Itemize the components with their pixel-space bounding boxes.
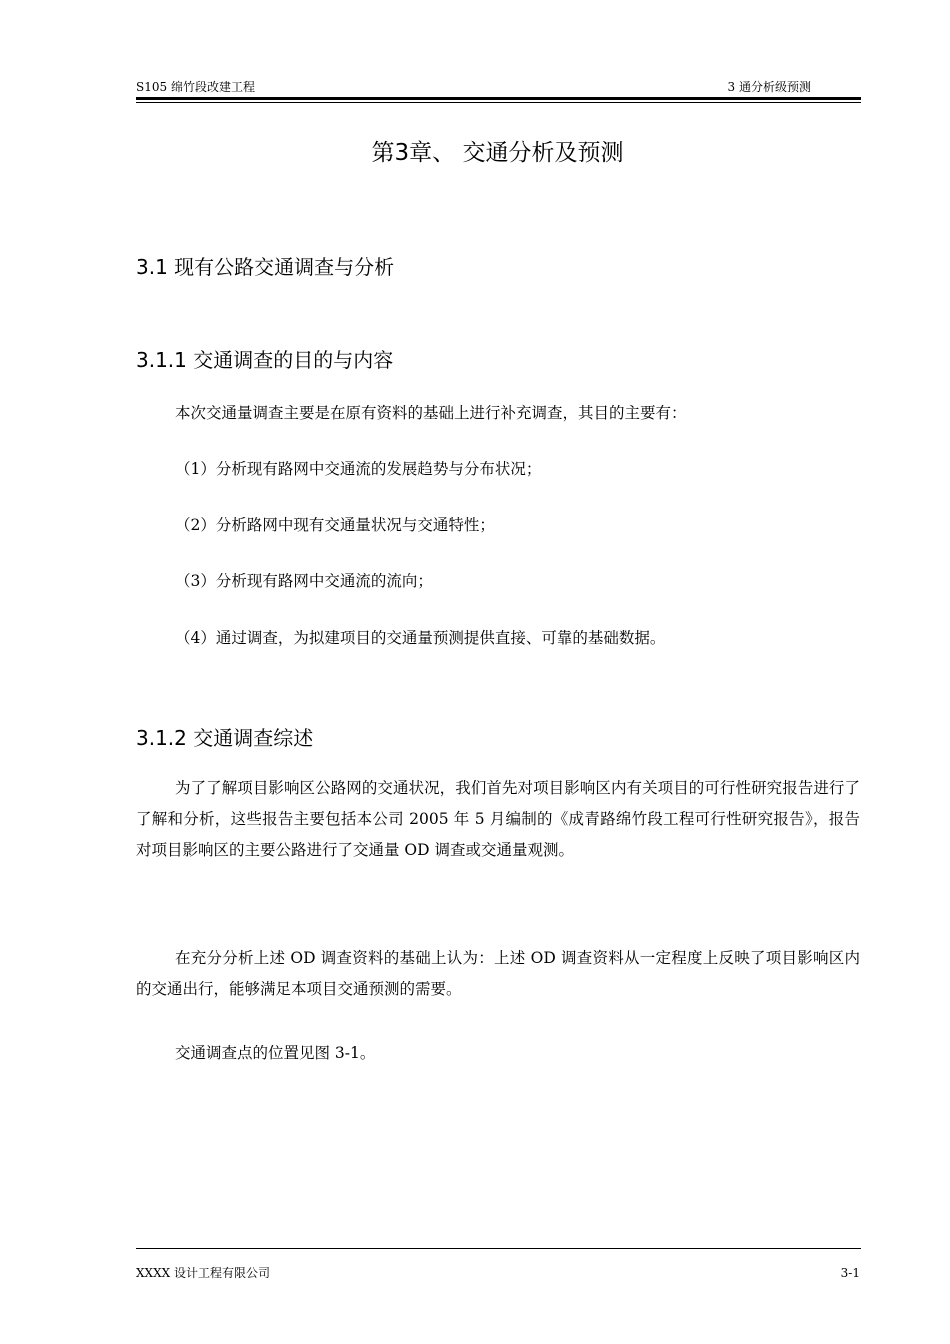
header-rule-thin [136,102,861,103]
section-3-1-2-heading: 3.1.2 交通调查综述 [136,726,314,750]
footer-company-name: XXXX 设计工程有限公司 [136,1266,270,1280]
list-item-3: （3）分析现有路网中交通流的流向； [175,572,433,590]
section-3-1-2-paragraph-2: 在充分分析上述 OD 调查资料的基础上认为：上述 OD 调查资料从一定程度上反映了项目影响区内的交通出行，能够满足本项目交通预测的需要。 [136,949,860,998]
footer-rule [136,1248,861,1249]
footer-page-number: 3-1 [840,1266,860,1280]
page-header [136,78,861,98]
section-3-1-heading: 3.1 现有公路交通调查与分析 [136,255,395,279]
section-3-1-1-intro: 本次交通量调查主要是在原有资料的基础上进行补充调查，其目的主要有： [175,404,687,422]
header-project-name: S105 绵竹段改建工程 [136,80,255,94]
chapter-title: 第3章、 交通分析及预测 [371,140,624,166]
section-3-1-2-paragraph-3: 交通调查点的位置见图 3-1。 [175,1044,376,1062]
list-item-1: （1）分析现有路网中交通流的发展趋势与分布状况； [175,460,542,478]
header-rule-thick [136,97,861,100]
header-chapter-name: 3 通分析级预测 [727,80,811,94]
list-item-2: （2）分析路网中现有交通量状况与交通特性； [175,516,495,534]
section-3-1-2-paragraph-1: 为了了解项目影响区公路网的交通状况，我们首先对项目影响区内有关项目的可行性研究报告进行了了解和分析，这些报告主要包括本公司 2005 年 5 月编制的《成青路绵竹段工程可行性研究报告》，报告对项目影响区的主要公路进行了交通量 OD 调查或交通量观测。 [136,779,860,859]
list-item-4: （4）通过调查，为拟建项目的交通量预测提供直接、可靠的基础数据。 [175,629,666,647]
section-3-1-1-heading: 3.1.1 交通调查的目的与内容 [136,348,394,372]
